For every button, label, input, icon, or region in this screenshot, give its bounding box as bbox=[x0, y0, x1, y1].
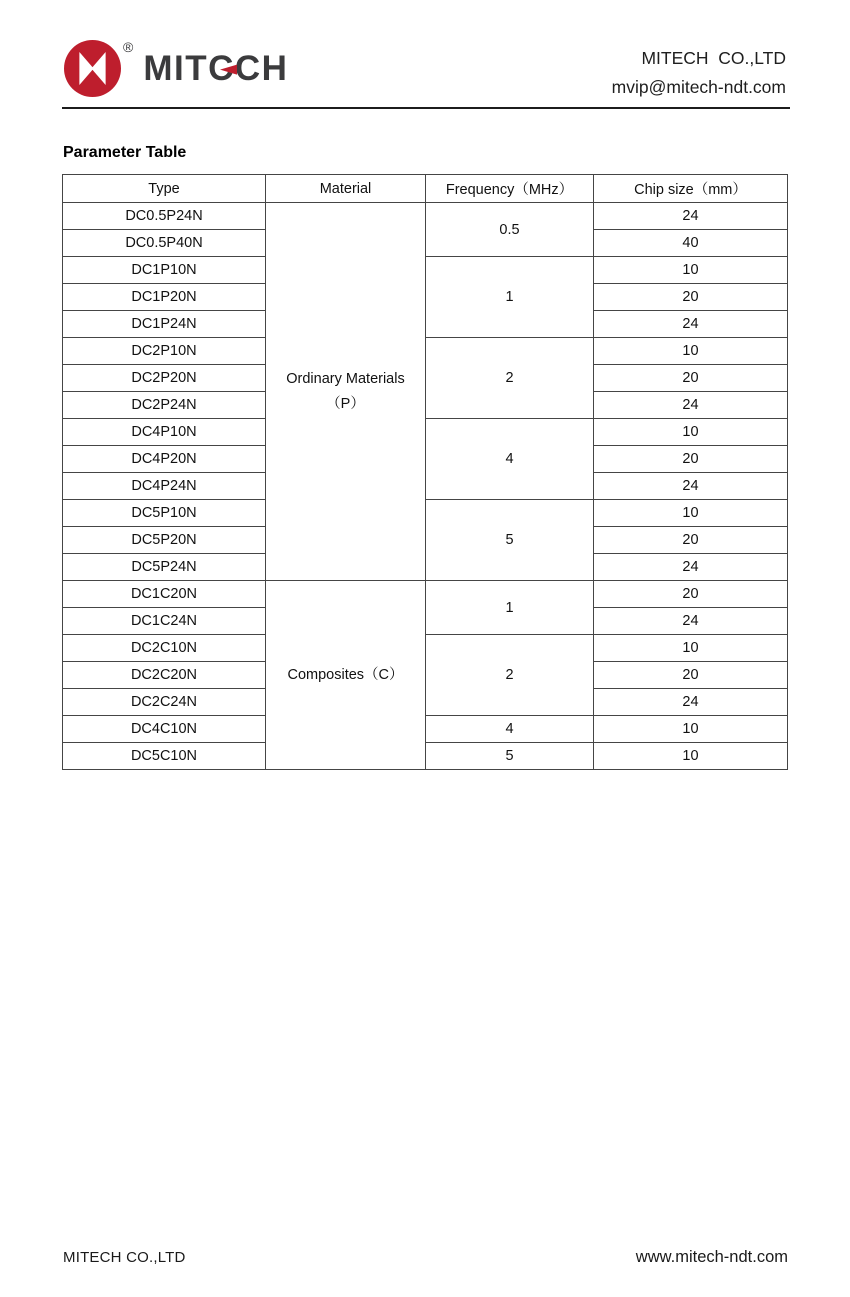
type-cell: DC4P10N bbox=[63, 419, 266, 446]
chip-size-cell: 20 bbox=[594, 662, 788, 689]
type-cell: DC2P24N bbox=[63, 392, 266, 419]
type-cell: DC5P10N bbox=[63, 500, 266, 527]
type-cell: DC2C20N bbox=[63, 662, 266, 689]
table-header-row bbox=[63, 175, 788, 203]
registered-trademark-icon: ® bbox=[123, 38, 134, 55]
table-row bbox=[63, 716, 788, 743]
frequency-cell: 4 bbox=[426, 419, 594, 500]
chip-size-cell: 10 bbox=[594, 635, 788, 662]
column-header-chip-size: Chip size（mm） bbox=[594, 175, 788, 203]
wordmark-stylized-e: C bbox=[208, 49, 235, 88]
logo-wordmark bbox=[143, 51, 288, 86]
header-email: mvip@mitech-ndt.com bbox=[611, 77, 786, 97]
type-cell: DC1C24N bbox=[63, 608, 266, 635]
wordmark-suffix: CH bbox=[234, 49, 289, 88]
frequency-cell: 4 bbox=[426, 716, 594, 743]
table-row bbox=[63, 743, 788, 770]
table-row bbox=[63, 419, 788, 446]
frequency-cell: 5 bbox=[426, 500, 594, 581]
chip-size-cell: 10 bbox=[594, 257, 788, 284]
page-title: Parameter Table bbox=[63, 144, 187, 161]
table-row bbox=[63, 338, 788, 365]
table-row bbox=[63, 635, 788, 662]
type-cell: DC5C10N bbox=[63, 743, 266, 770]
header-contact bbox=[612, 44, 786, 102]
chip-size-cell: 10 bbox=[594, 419, 788, 446]
column-header-type: Type bbox=[63, 175, 266, 203]
type-cell: DC1P20N bbox=[63, 284, 266, 311]
chip-size-cell: 24 bbox=[594, 203, 788, 230]
type-cell: DC0.5P24N bbox=[63, 203, 266, 230]
frequency-cell: 5 bbox=[426, 743, 594, 770]
column-header-frequency: Frequency（MHz） bbox=[426, 175, 594, 203]
chip-size-cell: 24 bbox=[594, 311, 788, 338]
type-cell: DC1P24N bbox=[63, 311, 266, 338]
type-cell: DC0.5P40N bbox=[63, 230, 266, 257]
type-cell: DC2C24N bbox=[63, 689, 266, 716]
type-cell: DC2C10N bbox=[63, 635, 266, 662]
column-header-material: Material bbox=[266, 175, 426, 203]
frequency-cell: 1 bbox=[426, 581, 594, 635]
header-divider bbox=[62, 107, 790, 109]
chip-size-cell: 20 bbox=[594, 581, 788, 608]
logo bbox=[64, 40, 288, 97]
type-cell: DC4C10N bbox=[63, 716, 266, 743]
chip-size-cell: 24 bbox=[594, 392, 788, 419]
chip-size-cell: 40 bbox=[594, 230, 788, 257]
chip-size-cell: 20 bbox=[594, 365, 788, 392]
frequency-cell: 0.5 bbox=[426, 203, 594, 257]
table-row bbox=[63, 500, 788, 527]
footer-company-name: MITECH CO.,LTD bbox=[63, 1249, 186, 1266]
chip-size-cell: 20 bbox=[594, 284, 788, 311]
parameter-table bbox=[62, 174, 788, 770]
table-row bbox=[63, 257, 788, 284]
mitech-logo-icon bbox=[64, 40, 121, 97]
chip-size-cell: 24 bbox=[594, 689, 788, 716]
chip-size-cell: 20 bbox=[594, 446, 788, 473]
frequency-cell: 2 bbox=[426, 635, 594, 716]
chip-size-cell: 10 bbox=[594, 743, 788, 770]
type-cell: DC1C20N bbox=[63, 581, 266, 608]
type-cell: DC4P20N bbox=[63, 446, 266, 473]
chip-size-cell: 24 bbox=[594, 554, 788, 581]
chip-size-cell: 10 bbox=[594, 338, 788, 365]
footer-website: www.mitech-ndt.com bbox=[635, 1248, 788, 1266]
wordmark-prefix: MIT bbox=[143, 49, 209, 88]
type-cell: DC5P24N bbox=[63, 554, 266, 581]
red-arrow-icon bbox=[220, 64, 237, 74]
chip-size-cell: 24 bbox=[594, 608, 788, 635]
footer bbox=[63, 1248, 788, 1267]
frequency-cell: 1 bbox=[426, 257, 594, 338]
frequency-cell: 2 bbox=[426, 338, 594, 419]
table-row bbox=[63, 203, 788, 230]
chip-size-cell: 10 bbox=[594, 500, 788, 527]
chip-size-cell: 24 bbox=[594, 473, 788, 500]
type-cell: DC4P24N bbox=[63, 473, 266, 500]
header-company-name: MITECH CO.,LTD bbox=[641, 48, 786, 68]
type-cell: DC1P10N bbox=[63, 257, 266, 284]
chip-size-cell: 20 bbox=[594, 527, 788, 554]
type-cell: DC2P20N bbox=[63, 365, 266, 392]
parameter-table-body bbox=[63, 203, 788, 770]
type-cell: DC2P10N bbox=[63, 338, 266, 365]
table-row bbox=[63, 581, 788, 608]
material-cell: Ordinary Materials（P） bbox=[266, 203, 426, 581]
type-cell: DC5P20N bbox=[63, 527, 266, 554]
chip-size-cell: 10 bbox=[594, 716, 788, 743]
material-cell: Composites（C） bbox=[266, 581, 426, 770]
